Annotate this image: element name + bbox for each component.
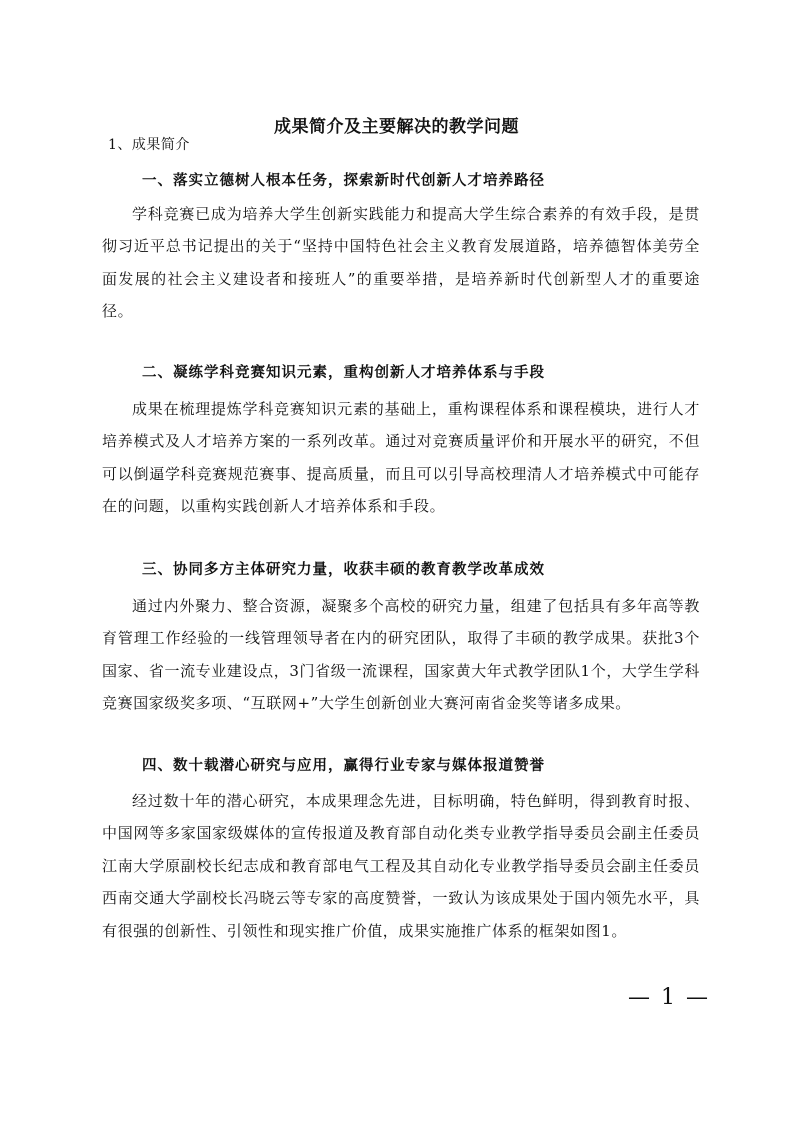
section-heading-4: 四、数十载潜心研究与应用，赢得行业专家与媒体报道赞誉 [142,757,545,774]
section-paragraph-1: 学科竞赛已成为培养大学生创新实践能力和提高大学生综合素养的有效手段，是贯彻习近平总书记提出的关于“坚持中国特色社会主义教育发展道路，培养德智体美劳全面发展的社会主义建设者和接班人”的重要举措，是培养新时代创新型人才的重要途径。 [102,205,700,321]
section-paragraph-2: 成果在梳理提炼学科竞赛知识元素的基础上，重构课程体系和课程模块，进行人才培养模式及人才培养方案的一系列改革。通过对竞赛质量评价和开展水平的研究，不但可以倒逼学科竞赛规范赛事、提高质量，而且可以引导高校理清人才培养模式中可能存在的问题，以重构实践创新人才培养体系和手段。 [102,400,700,516]
section-heading-1: 一、落实立德树人根本任务，探索新时代创新人才培养路径 [142,172,545,189]
section-heading-2: 二、凝练学科竞赛知识元素，重构创新人才培养体系与手段 [142,364,545,381]
section-paragraph-4: 经过数十年的潜心研究，本成果理念先进，目标明确，特色鲜明，得到教育时报、中国网等多家国家级媒体的宣传报道及教育部自动化类专业教学指导委员会副主任委员江南大学原副校长纪志成和教育部电气工程及其自动化专业教学指导委员会副主任委员西南交通大学副校长冯晓云等专家的高度赞誉，一致认为该成果处于国内领先水平，具有很强的创新性、引领性和现实推广价值，成果实施推广体系的框架如图1。 [102,792,700,940]
page-number: — 1 — [628,985,710,1010]
section-heading-3: 三、协同多方主体研究力量，收获丰硕的教育教学改革成效 [142,561,545,578]
section-subtitle: 1、成果简介 [108,137,190,153]
section-paragraph-3: 通过内外聚力、整合资源，凝聚多个高校的研究力量，组建了包括具有多年高等教育管理工作经验的一线管理领导者在内的研究团队，取得了丰硕的教学成果。获批3个国家、省一流专业建设点，3门省级一流课程，国家黄大年式教学团队1个，大学生学科竞赛国家级奖多项、“互联网+”大学生创新创业大赛河南省金奖等诸多成果。 [102,597,700,713]
page-title: 成果简介及主要解决的教学问题 [274,117,519,137]
